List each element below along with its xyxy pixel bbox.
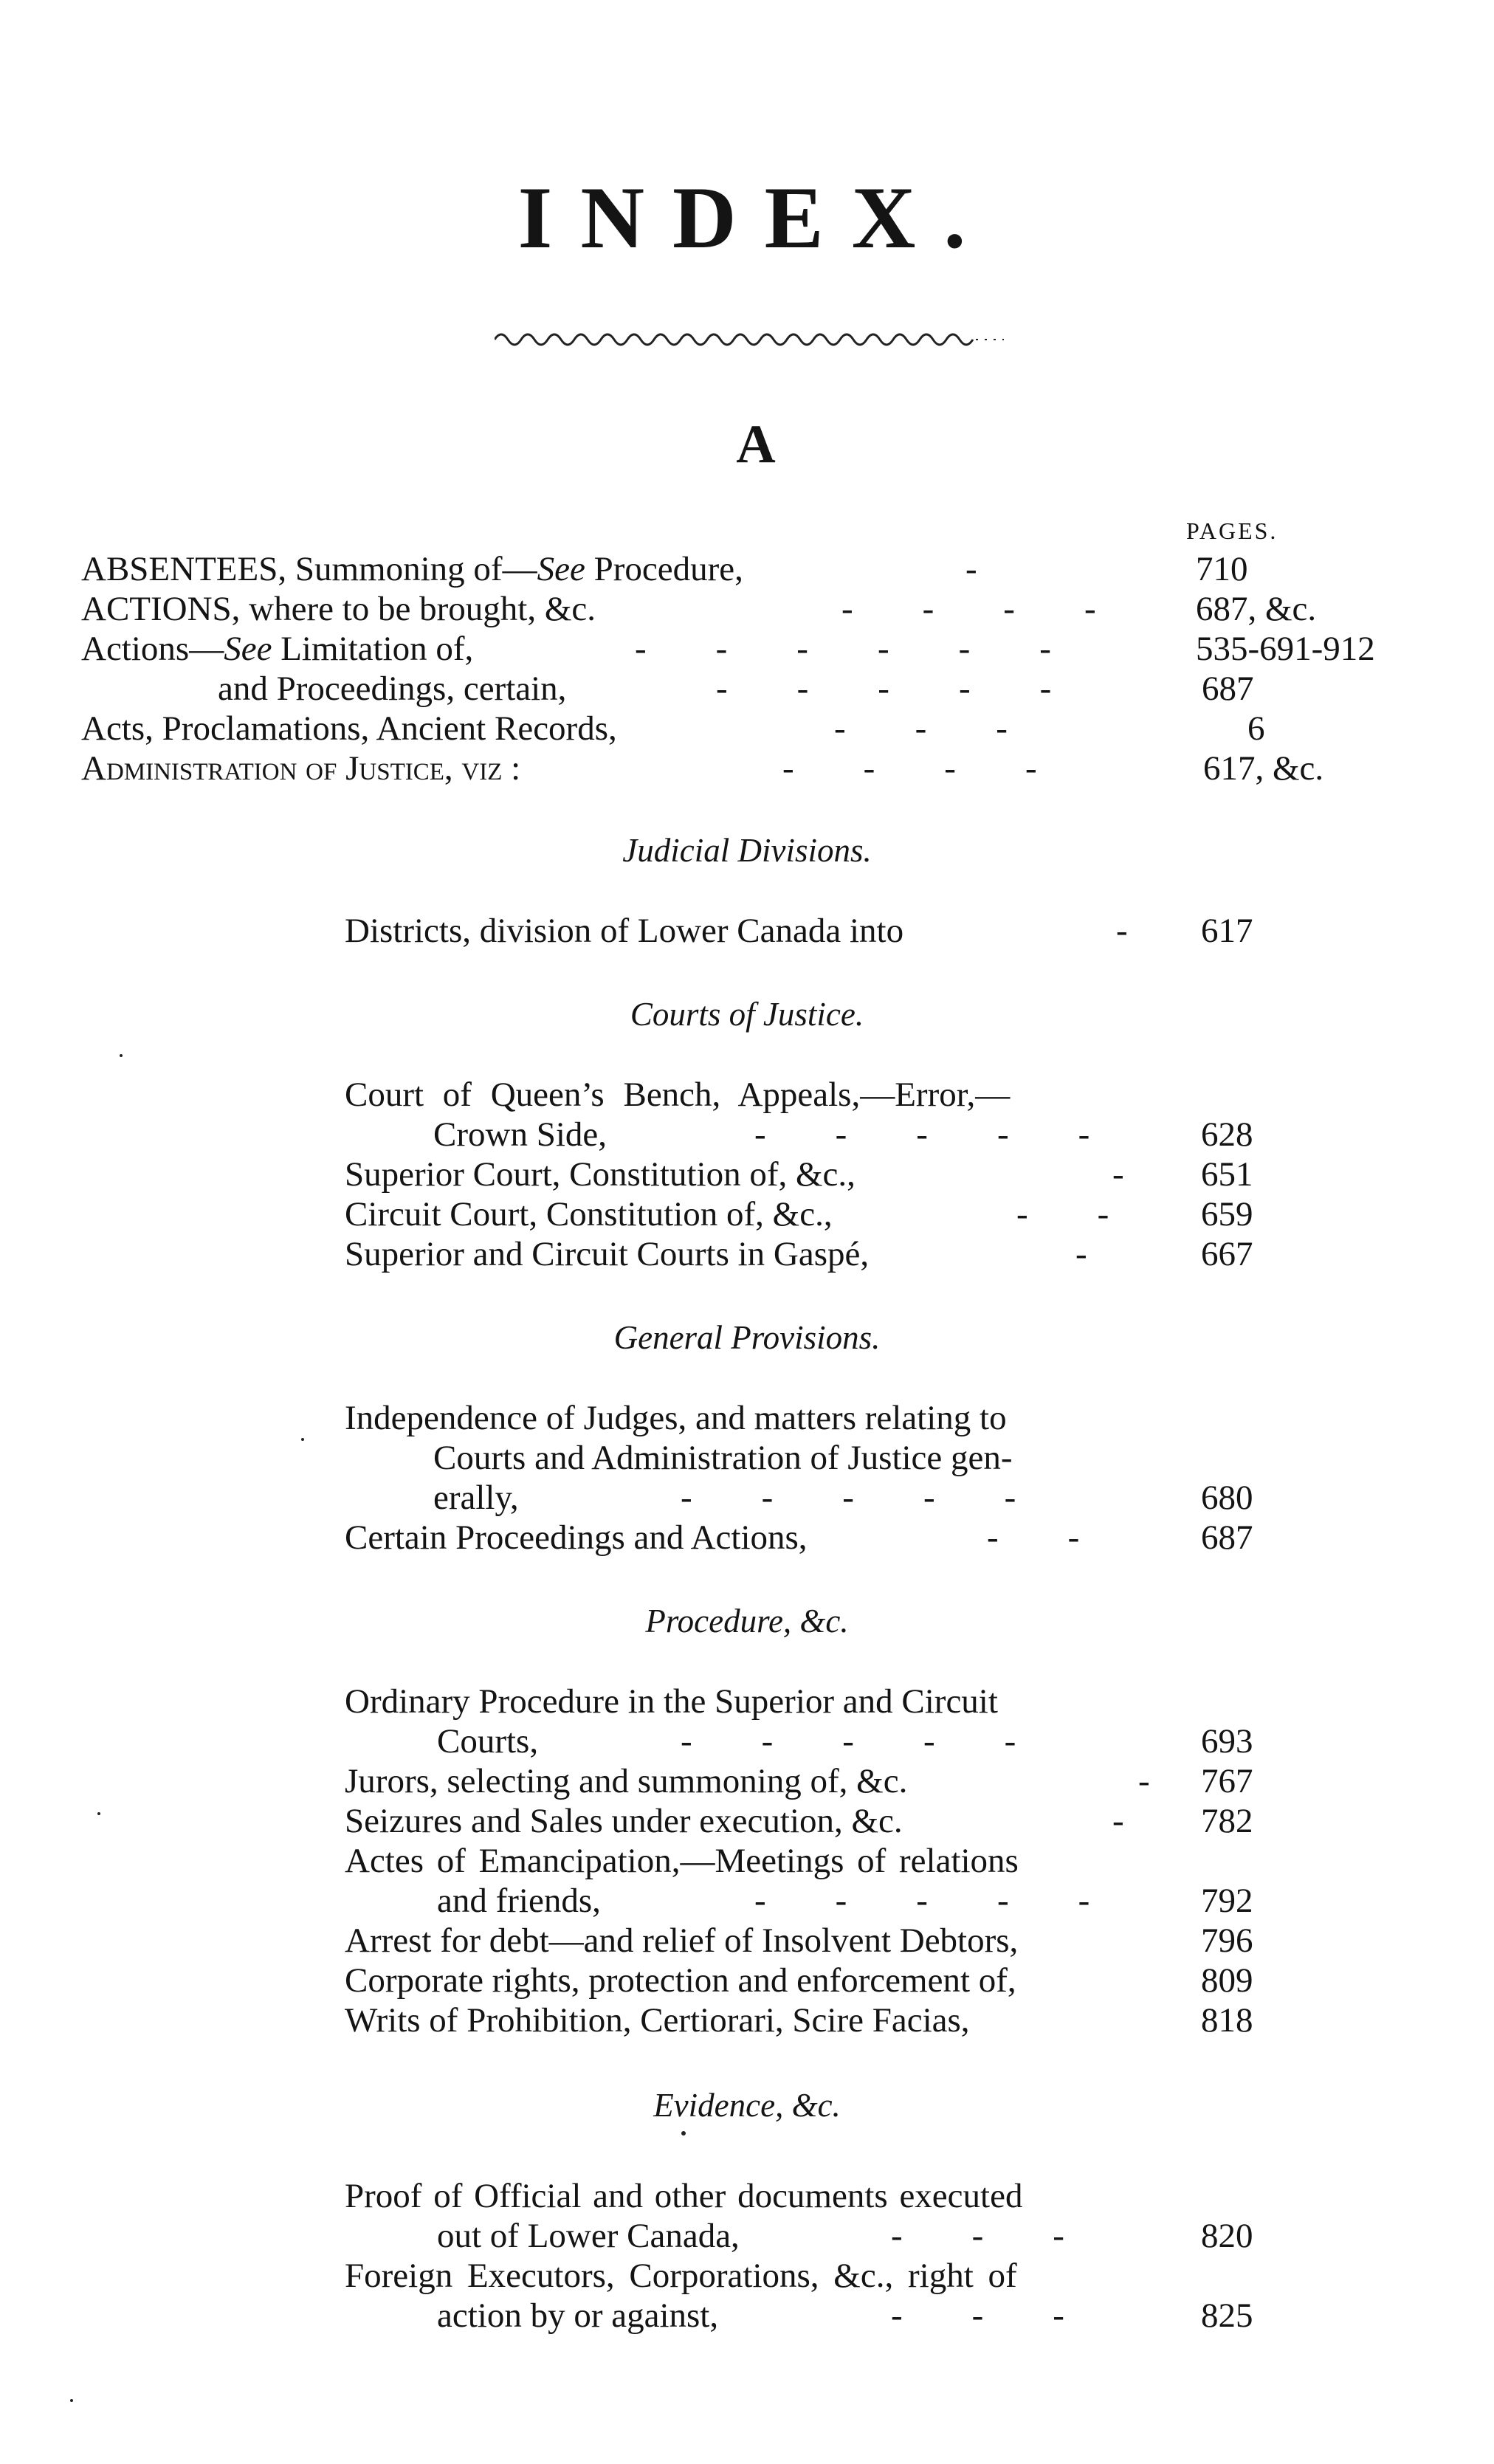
ink-dot [681, 2131, 686, 2136]
entry-text: Superior Court, Constitution of, &c., [345, 1155, 856, 1194]
entry-text: out of Lower Canada, [437, 2217, 740, 2255]
section-letter: A [736, 414, 776, 475]
wavy-rule-ornament [495, 325, 1026, 354]
entry-page: 617 [1201, 912, 1253, 950]
entry-text: Proof of Official and other documents executed [345, 2177, 1023, 2215]
entry-page: 651 [1201, 1155, 1253, 1194]
entry-leader: - - - - - [716, 670, 1052, 708]
entry-text: Acts, Proclamations, Ancient Records, [81, 709, 617, 748]
entry-text: Ordinary Procedure in the Superior and Circuit [345, 1682, 998, 1721]
section-heading: Evidence, &c. [653, 2087, 841, 2124]
print-speck [301, 1438, 304, 1441]
entry-leader: - - - - [782, 749, 1037, 788]
entry-leader: - - - - - - [635, 630, 1051, 668]
entry-page: 693 [1201, 1722, 1253, 1761]
page-title: INDEX. [517, 168, 994, 266]
entry-text: Corporate rights, protection and enforcement of, [345, 1961, 1016, 2000]
entry-text: Circuit Court, Constitution of, &c., [345, 1195, 833, 1233]
entry-text: ABSENTEES, Summoning of—See Procedure, [81, 550, 743, 588]
entry-text: and Proceedings, certain, [218, 670, 567, 708]
entry-text: action by or against, [437, 2296, 719, 2335]
entry-leader: - - - - - [681, 1722, 1016, 1761]
entry-text: erally, [433, 1479, 519, 1517]
entry-page: 818 [1201, 2001, 1253, 2040]
entry-text: Districts, division of Lower Canada into [345, 912, 904, 950]
entry-leader: - [965, 550, 977, 588]
entry-page: 782 [1201, 1802, 1253, 1840]
entry-page: 687 [1202, 670, 1254, 708]
entry-page: 687, &c. [1196, 590, 1317, 628]
entry-page: 796 [1201, 1921, 1253, 1960]
entry-page: 617, &c. [1203, 749, 1324, 788]
entry-text: ACTIONS, where to be brought, &c. [81, 590, 596, 628]
section-heading: Courts of Justice. [630, 996, 864, 1033]
entry-text: Jurors, selecting and summoning of, &c. [345, 1762, 908, 1800]
entry-text: Administration of Justice, viz : [81, 749, 521, 788]
section-heading: General Provisions. [613, 1319, 881, 1356]
entry-page: 767 [1201, 1762, 1253, 1800]
entry-text: Foreign Executors, Corporations, &c., right of [345, 2257, 1017, 2295]
entry-text: Superior and Circuit Courts in Gaspé, [345, 1235, 870, 1273]
entry-text: Actions—See Limitation of, [81, 630, 474, 668]
entry-leader: - [1112, 1155, 1124, 1194]
entry-page: 792 [1201, 1882, 1253, 1920]
pages-column-header: PAGES. [1186, 517, 1278, 544]
entry-leader: - - - - - [681, 1479, 1016, 1517]
entry-leader: - - - - - [754, 1115, 1090, 1154]
entry-text: Writs of Prohibition, Certiorari, Scire Facias, [345, 2001, 970, 2040]
entry-leader: - [1138, 1762, 1150, 1800]
entry-leader: - - - - - [754, 1882, 1090, 1920]
print-speck [70, 2399, 73, 2402]
entry-text: Courts and Administration of Justice gen- [433, 1439, 1013, 1477]
entry-leader: - [1112, 1802, 1124, 1840]
entry-leader: - [1075, 1235, 1087, 1273]
print-speck [97, 1812, 100, 1815]
section-heading: Procedure, &c. [645, 1603, 849, 1639]
entry-text: Actes of Emancipation,—Meetings of relations [345, 1842, 1019, 1880]
entry-text: Courts, [437, 1722, 539, 1761]
entry-leader: - - [1016, 1195, 1109, 1233]
entry-page: 809 [1201, 1961, 1253, 2000]
entry-page: 6 [1247, 709, 1265, 748]
entry-page: 667 [1201, 1235, 1253, 1273]
entry-leader: - - - [891, 2296, 1064, 2335]
entry-page: 628 [1201, 1115, 1253, 1154]
entry-text: Seizures and Sales under execution, &c. [345, 1802, 903, 1840]
entry-text: Independence of Judges, and matters relating to [345, 1399, 1007, 1437]
entry-text: and friends, [437, 1882, 601, 1920]
entry-page: 535-691-912 [1196, 630, 1375, 668]
entry-leader: - - - - [841, 590, 1096, 628]
entry-text: Crown Side, [433, 1115, 607, 1154]
entry-page: 820 [1201, 2217, 1253, 2255]
entry-page: 687 [1201, 1518, 1253, 1557]
entry-page: 659 [1201, 1195, 1253, 1233]
entry-text: Certain Proceedings and Actions, [345, 1518, 808, 1557]
entry-text: Arrest for debt—and relief of Insolvent Debtors, [345, 1921, 1019, 1960]
entry-page: 680 [1201, 1479, 1253, 1517]
entry-page: 825 [1201, 2296, 1253, 2335]
section-heading: Judicial Divisions. [622, 832, 872, 869]
entry-text: Court of Queen’s Bench, Appeals,—Error,— [345, 1076, 1011, 1114]
entry-leader: - - [987, 1518, 1080, 1557]
entry-leader: - - - [891, 2217, 1064, 2255]
entry-leader: - [1116, 912, 1128, 950]
entry-page: 710 [1196, 550, 1248, 588]
entry-leader: - - - [834, 709, 1008, 748]
print-speck [120, 1054, 123, 1057]
